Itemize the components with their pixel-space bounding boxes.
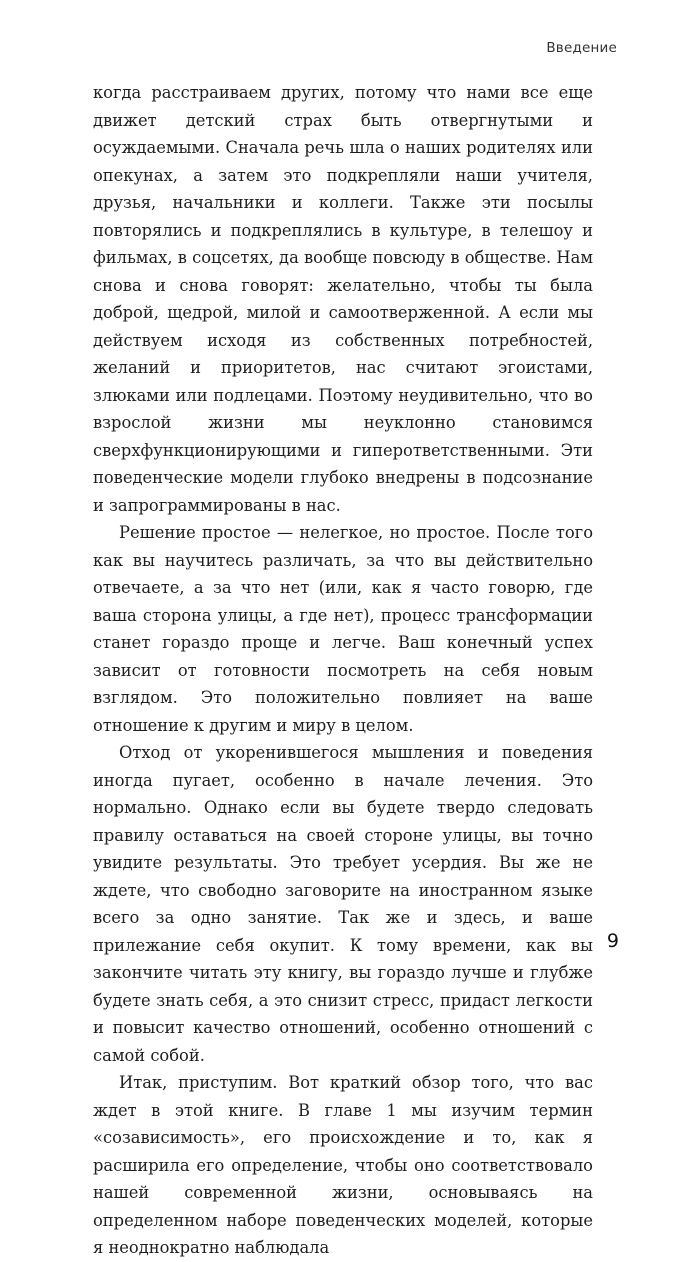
paragraph-3: Отход от укоренившегося мышления и поведения иногда пугает, особенно в начале лечения. Это нормально. Однако если вы будете твердо следовать правилу оставаться на своей стороне улицы, вы точно увидите результаты. Это требует усердия. Вы же не ждете, что свободно заговорите на иностранном языке всего за одно занятие. Так же и здесь, и ваше прилежание себя окупит. К тому времени, как вы закончите читать эту книгу, вы гораздо лучше и глубже будете знать себя, а это снизит стресс, придаст легкости и повысит качество отношений, особенно отношений с самой собой. <box>93 743 593 1065</box>
page-number: 9 <box>606 930 619 952</box>
paragraph-1: когда расстраиваем других, потому что нами все еще движет детский страх быть отвергнутыми и осуждаемыми. Сначала речь шла о наших родителях или опекунах, а затем это подкрепляли наши учителя, друзья, начальники и коллеги. Также эти посылы повторялись и подкреплялись в культуре, в телешоу и фильмах, в соцсетях, да вообще повсюду в обществе. Нам снова и снова говорят: желательно, чтобы ты была доброй, щедрой, милой и самоотверженной. А если мы действуем исходя из собственных потребностей, желаний и приоритетов, нас считают эгоистами, злюками или подлецами. Поэтому неудивительно, что во взрослой жизни мы неуклонно становимся сверхфункционирующими и гиперответственными. Эти поведенческие модели глубоко внедрены в подсознание и запрограммированы в нас. <box>93 83 593 515</box>
paragraph-2: Решение простое — нелегкое, но простое. После того как вы научитесь различать, за что вы действительно отвечаете, а за что нет (или, как я часто говорю, где ваша сторона улицы, а где нет), процесс трансформации станет гораздо проще и легче. Ваш конечный успех зависит от готовности посмотреть на себя новым взглядом. Это положительно повлияет на ваше отношение к другим и миру в целом. <box>93 523 593 735</box>
paragraph-4: Итак, приступим. Вот краткий обзор того, что вас ждет в этой книге. В главе 1 мы изучим термин «созависимость», его происхождение и то, как я расширила его определение, чтобы оно соответствовало нашей современной жизни, основываясь на определенном наборе поведенческих моделей, которые я неоднократно наблюдала <box>93 1073 593 1257</box>
running-header-title: Введение <box>546 40 617 56</box>
body-text <box>93 79 593 1262</box>
